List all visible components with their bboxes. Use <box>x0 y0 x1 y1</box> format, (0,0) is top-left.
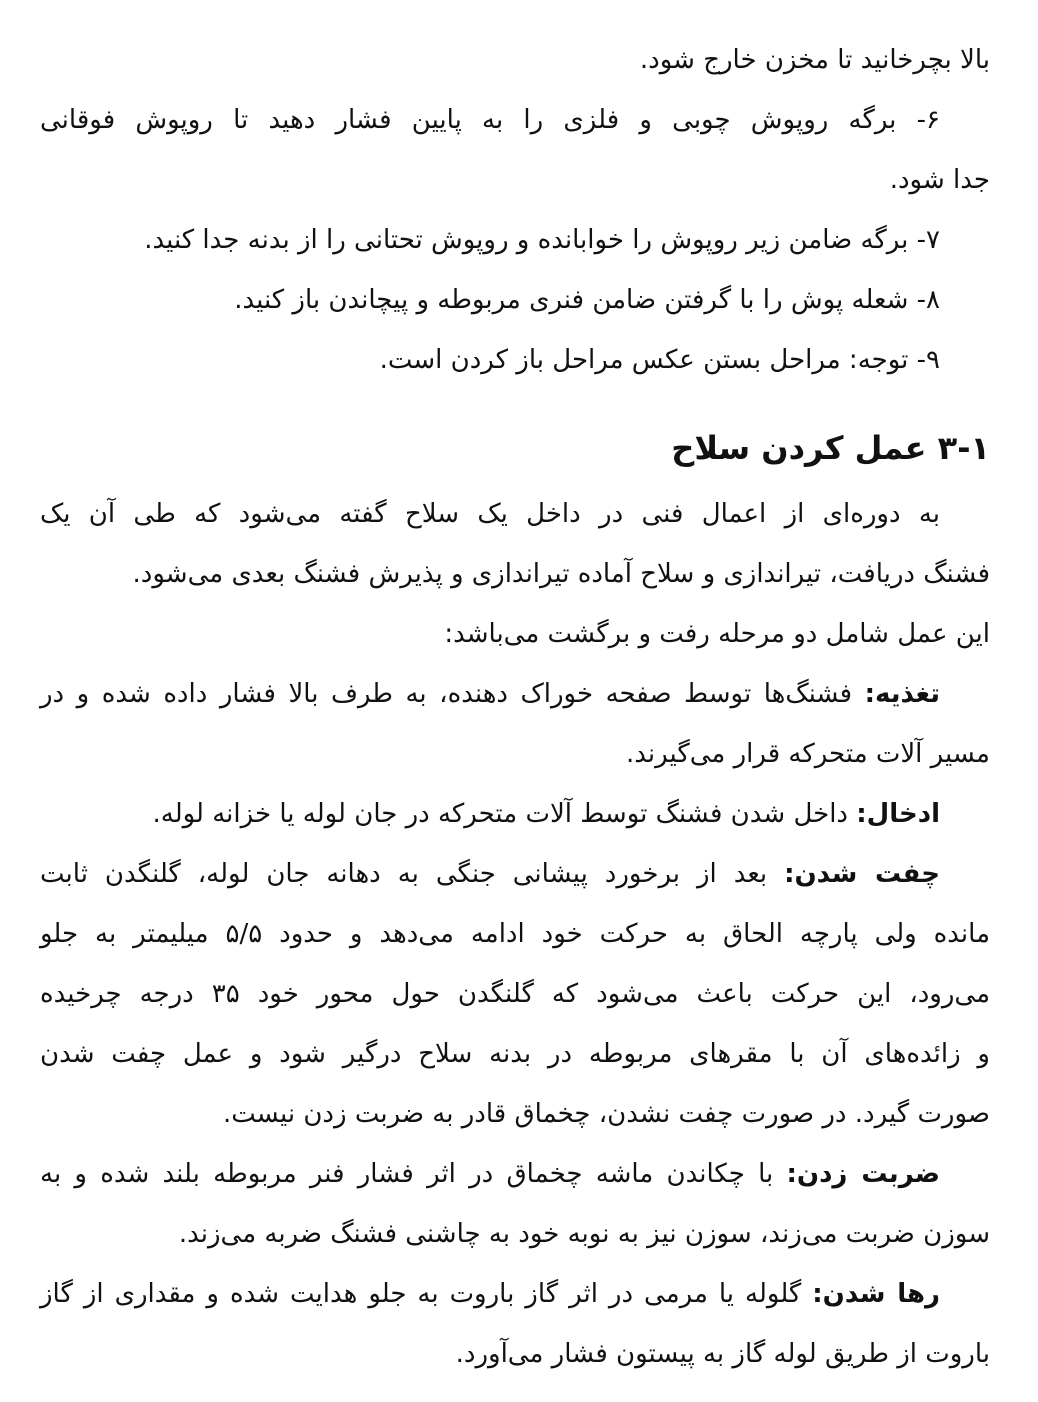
term-label: رها شدن: <box>812 1279 940 1309</box>
paragraph-line: این عمل شامل دو مرحله رفت و برگشت می‌باشد: <box>444 619 990 649</box>
term-text: بعد از برخورد پیشانی جنگی به دهانه جان لوله، گلنگدن ثابت <box>40 859 785 889</box>
term-text: داخل شدن فشنگ توسط آلات متحرکه در جان لوله یا خزانه لوله. <box>152 799 857 829</box>
definition-feeding <box>40 664 990 724</box>
paragraph-line: باروت از طریق لوله گاز به پیستون فشار می‌آورد. <box>455 1339 990 1369</box>
list-item-6: ۶- برگه روپوش چوبی و فلزی را به پایین فشار دهید تا روپوش فوقانی <box>40 105 940 135</box>
list-item-8: ۸- شعله پوش را با گرفتن ضامن فنری مربوطه و پیچاندن باز کنید. <box>234 285 940 315</box>
paragraph-line: مانده ولی پارچه الحاق به حرکت خود ادامه می‌دهد و حدود ۵/۵ میلیمتر به جلو <box>40 919 990 949</box>
list-item-9: ۹- توجه: مراحل بستن عکس مراحل باز کردن است. <box>379 345 940 375</box>
paragraph-line: فشنگ دریافت، تیراندازی و سلاح آماده تیراندازی و پذیرش فشنگ بعدی می‌شود. <box>132 559 990 589</box>
term-text: فشنگ‌ها توسط صفحه خوراک دهنده، به طرف بالا فشار داده شده و در <box>40 679 865 709</box>
list-item-7: ۷- برگه ضامن زیر روپوش را خوابانده و روپوش تحتانی را از بدنه جدا کنید. <box>144 225 940 255</box>
definition-firing <box>40 1144 990 1204</box>
definition-locking <box>40 844 990 904</box>
text-line: جدا شود. <box>889 165 990 195</box>
paragraph-line: سوزن ضربت می‌زند، سوزن نیز به نوبه خود به چاشنی فشنگ ضربه می‌زند. <box>178 1219 990 1249</box>
definition-chambering <box>40 784 990 844</box>
term-text: گلوله یا مرمی در اثر گاز باروت به جلو هدایت شده و مقداری از گاز <box>40 1279 813 1309</box>
term-label: ادخال: <box>856 799 940 829</box>
paragraph-line: و زائده‌های آن با مقرهای مربوطه در بدنه سلاح درگیر شود و عمل چفت شدن <box>40 1039 990 1069</box>
text-line: بالا بچرخانید تا مخزن خارج شود. <box>639 45 990 75</box>
term-label: تغذیه: <box>864 679 940 709</box>
paragraph-line: به دوره‌ای از اعمال فنی در داخل یک سلاح گفته می‌شود که طی آن یک <box>40 499 940 529</box>
paragraph-line: می‌رود، این حرکت باعث می‌شود که گلنگدن حول محور خود ۳۵ درجه چرخیده <box>40 979 991 1009</box>
term-label: چفت شدن: <box>784 859 940 889</box>
document-page <box>40 30 990 1384</box>
paragraph-line: صورت گیرد. در صورت چفت نشدن، چخماق قادر به ضربت زدن نیست. <box>223 1099 990 1129</box>
term-text: با چکاندن ماشه چخماق در اثر فشار فنر مربوطه بلند شده و به <box>40 1159 787 1189</box>
term-label: ضربت زدن: <box>786 1159 940 1189</box>
definition-release <box>40 1264 990 1324</box>
paragraph-line: مسیر آلات متحرکه قرار می‌گیرند. <box>626 739 990 769</box>
section-heading: ۳-۱ عمل کردن سلاح <box>671 429 990 467</box>
